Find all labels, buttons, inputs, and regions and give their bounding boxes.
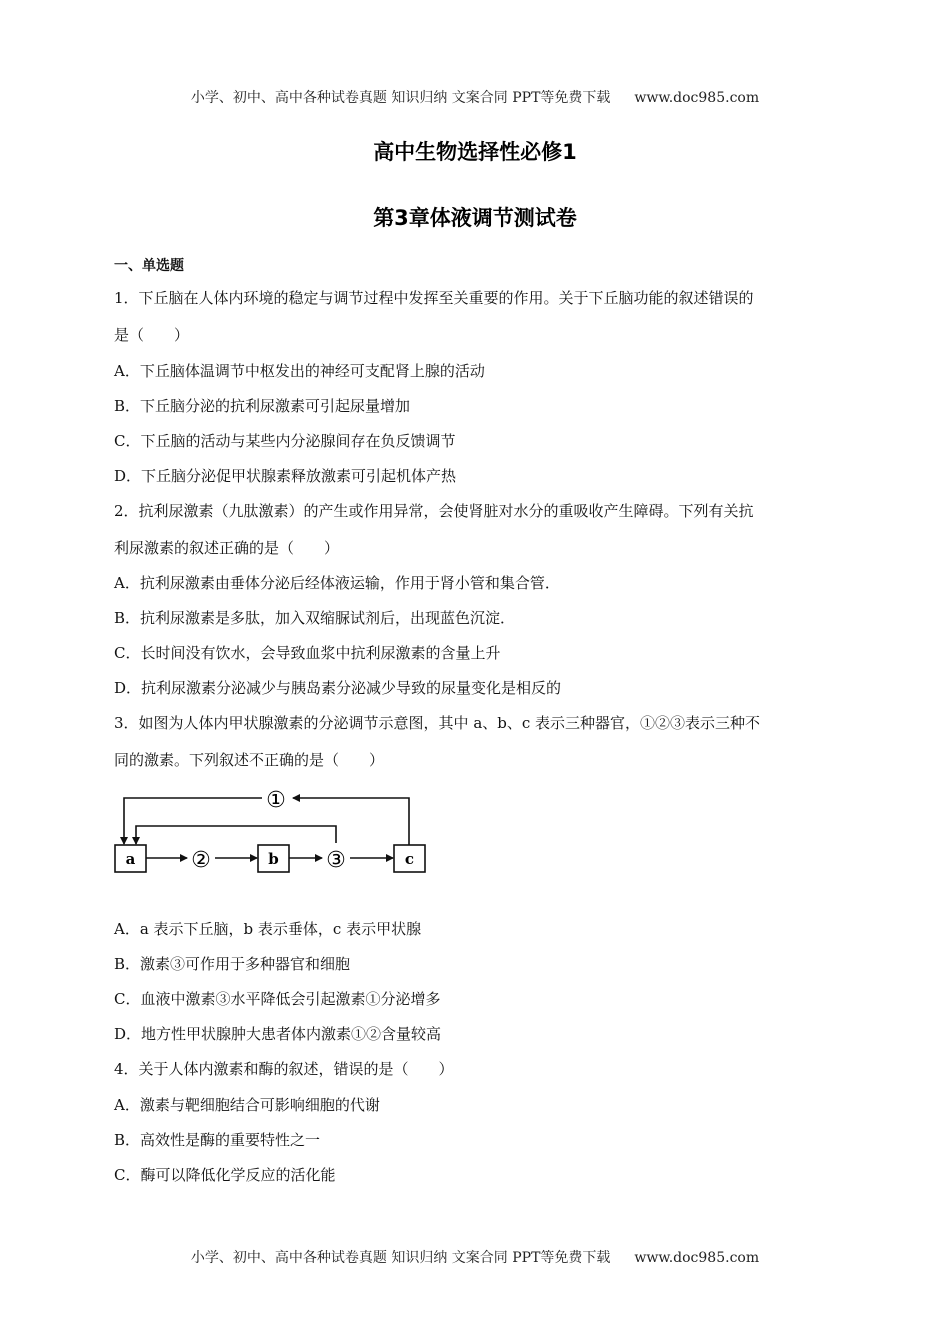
header-url[interactable]: www.doc985.com: [634, 90, 760, 106]
section-heading: 一、单选题: [114, 258, 184, 274]
arrow-3-to-a: [136, 826, 336, 844]
question-2-option-b: B．抗利尿激素是多肽，加入双缩脲试剂后，出现蓝色沉淀．: [114, 609, 516, 627]
box-a-label: a: [125, 850, 136, 868]
question-3-stem-line1: 3．如图为人体内甲状腺激素的分泌调节示意图，其中 a、b、c 表示三种器官，①②③表示三种不: [114, 714, 761, 732]
page-header: [0, 87, 950, 107]
question-3-stem-line2: 同的激素。下列叙述不正确的是（ ）: [114, 751, 385, 769]
question-2-option-d: D．抗利尿激素分泌减少与胰岛素分泌减少导致的尿量变化是相反的: [114, 679, 562, 697]
question-4-option-a: A．激素与靶细胞结合可影响细胞的代谢: [114, 1096, 380, 1114]
question-4-option-c: C．酶可以降低化学反应的活化能: [114, 1166, 336, 1184]
footer-url[interactable]: www.doc985.com: [634, 1250, 760, 1266]
question-3-option-b: B．激素③可作用于多种器官和细胞: [114, 955, 351, 973]
question-1-option-a: A．下丘脑体温调节中枢发出的神经可支配肾上腺的活动: [114, 362, 485, 380]
question-1-option-b: B．下丘脑分泌的抗利尿激素可引起尿量增加: [114, 397, 411, 415]
page-footer: [0, 1247, 950, 1267]
arrow-c-to-1: [293, 798, 409, 845]
document-subtitle: 第3章体液调节测试卷: [373, 206, 577, 230]
hormone-3-label: ③: [326, 848, 346, 873]
box-c-label: c: [404, 850, 415, 868]
question-2-option-c: C．长时间没有饮水，会导致血浆中抗利尿激素的含量上升: [114, 644, 501, 662]
question-3-option-c: C．血液中激素③水平降低会引起激素①分泌增多: [114, 990, 441, 1008]
arrow-1-to-a: [124, 798, 262, 844]
question-1-stem-line2: 是（ ）: [114, 326, 190, 344]
question-4-stem: 4．关于人体内激素和酶的叙述，错误的是（ ）: [114, 1060, 454, 1078]
footer-text: 小学、初中、高中各种试卷真题 知识归纳 文案合同 PPT等免费下载: [190, 1250, 611, 1266]
hormone-1-label: ①: [266, 788, 286, 813]
question-1-stem-line1: 1．下丘脑在人体内环境的稳定与调节过程中发挥至关重要的作用。关于下丘脑功能的叙述错误的: [114, 289, 754, 307]
question-2-stem-line1: 2．抗利尿激素（九肽激素）的产生或作用异常，会使肾脏对水分的重吸收产生障碍。下列有关抗: [114, 502, 754, 520]
question-1-option-c: C．下丘脑的活动与某些内分泌腺间存在负反馈调节: [114, 432, 456, 450]
question-2-stem-line2: 利尿激素的叙述正确的是（ ）: [114, 539, 340, 557]
header-text: 小学、初中、高中各种试卷真题 知识归纳 文案合同 PPT等免费下载: [190, 90, 611, 106]
question-1-option-d: D．下丘脑分泌促甲状腺素释放激素可引起机体产热: [114, 467, 457, 485]
box-b-label: b: [268, 850, 279, 868]
question-4-option-b: B．高效性是酶的重要特性之一: [114, 1131, 321, 1149]
thyroid-regulation-diagram: [112, 786, 432, 882]
question-3-option-d: D．地方性甲状腺肿大患者体内激素①②含量较高: [114, 1025, 442, 1043]
question-3-option-a: A．a 表示下丘脑，b 表示垂体，c 表示甲状腺: [114, 920, 422, 938]
question-2-option-a: A．抗利尿激素由垂体分泌后经体液运输，作用于肾小管和集合管．: [114, 574, 560, 592]
document-title: 高中生物选择性必修1: [373, 140, 577, 164]
hormone-2-label: ②: [191, 848, 211, 873]
